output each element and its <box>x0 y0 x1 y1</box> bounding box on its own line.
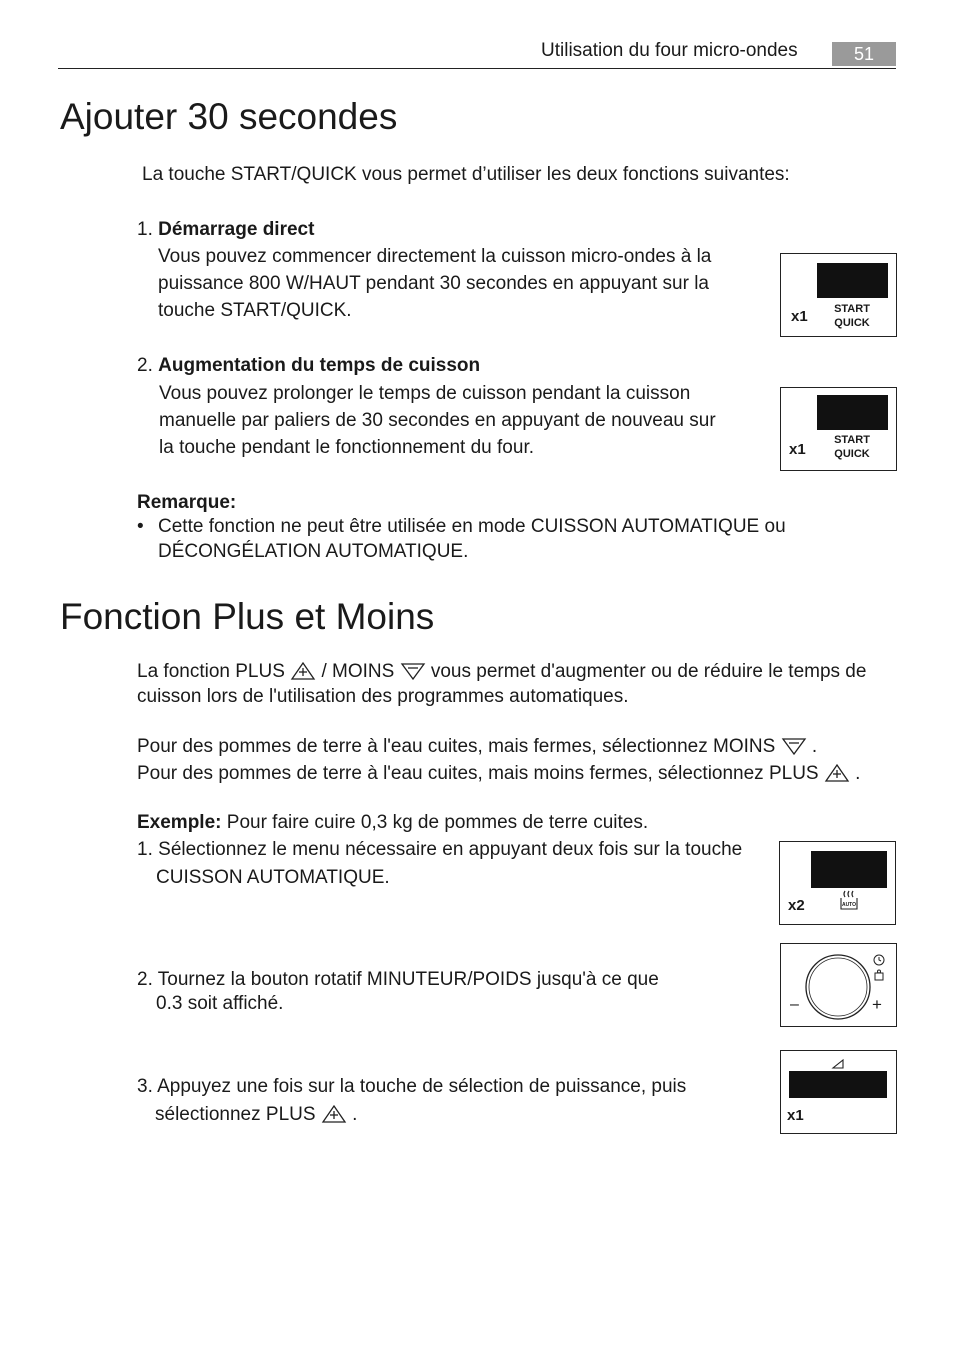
text-fragment: . <box>352 1104 358 1125</box>
clock-icon <box>872 953 886 967</box>
step-line: CUISSON AUTOMATIQUE. <box>156 867 390 888</box>
weight-icon <box>872 968 886 982</box>
minus-triangle-icon <box>781 736 807 756</box>
step-text: sélectionnez PLUS <box>155 1104 316 1125</box>
text-fragment: Pour des pommes de terre à l'eau cuites, mais fermes, sélectionnez MOINS <box>137 736 776 757</box>
text-fragment: Pour des pommes de terre à l'eau cuites, mais moins fermes, sélectionnez PLUS <box>137 763 819 784</box>
item1-number: 1. <box>137 219 153 240</box>
item1-line: Vous pouvez commencer directement la cuisson micro-ondes à la <box>158 246 712 267</box>
start-quick-panel-2 <box>780 387 897 471</box>
start-quick-panel-1 <box>780 253 897 337</box>
quick-label: QUICK <box>834 448 870 460</box>
auto-label: AUTO <box>841 902 857 908</box>
item1-heading: Démarrage direct <box>158 219 315 240</box>
remark-line: DÉCONGÉLATION AUTOMATIQUE. <box>158 541 469 562</box>
auto-cook-button[interactable] <box>838 889 860 913</box>
item2-line: Vous pouvez prolonger le temps de cuisson pendant la cuisson <box>159 383 691 404</box>
page-number: 51 <box>832 42 896 66</box>
plus-triangle-icon <box>321 1104 347 1124</box>
plus-triangle-icon <box>824 763 850 783</box>
press-count: x1 <box>791 308 808 325</box>
quick-label: QUICK <box>834 317 870 329</box>
item2-number: 2. <box>137 355 153 376</box>
step-line <box>137 1101 686 1129</box>
timer-weight-dial-panel <box>780 943 897 1027</box>
step-text: Sélectionnez le menu nécessaire en appuyant deux fois sur la touche <box>158 839 743 860</box>
text-fragment: / MOINS <box>321 661 395 682</box>
step-line <box>137 1073 686 1101</box>
step-number: 3. <box>137 1076 153 1097</box>
header-rule <box>58 68 896 69</box>
remark-bullet: • <box>137 516 144 537</box>
auto-cook-panel <box>779 841 896 925</box>
start-quick-button[interactable] <box>827 302 877 330</box>
step-number: 2. <box>137 969 153 990</box>
display-screen <box>817 263 888 298</box>
plus-label: + <box>872 995 882 1014</box>
start-label: START <box>834 303 870 315</box>
item1-heading-row <box>137 216 314 243</box>
paragraph-line-1 <box>137 659 866 684</box>
press-count: x2 <box>788 897 805 914</box>
item2-heading-row <box>137 352 480 379</box>
item2-line: manuelle par paliers de 30 secondes en appuyant de nouveau sur <box>159 410 716 431</box>
text-fragment: . <box>811 736 818 757</box>
section-title-plus-minus: Fonction Plus et Moins <box>60 596 435 637</box>
display-screen <box>817 395 888 430</box>
example-text: Pour faire cuire 0,3 kg de pommes de terre cuites. <box>226 812 649 833</box>
step-number: 1. <box>137 839 153 860</box>
text-fragment: . <box>855 763 861 784</box>
item1-body <box>158 243 711 324</box>
running-header: Utilisation du four micro-ondes <box>541 40 798 61</box>
minus-triangle-icon <box>400 661 426 681</box>
display-screen <box>811 851 887 888</box>
timer-weight-dial[interactable] <box>803 952 873 1022</box>
intro-text: La touche START/QUICK vous permet d’utiliser les deux fonctions suivantes: <box>142 164 790 185</box>
start-quick-button[interactable] <box>827 433 877 461</box>
display-screen <box>789 1071 887 1098</box>
firmness-paragraph <box>137 733 860 787</box>
plus-minus-paragraph <box>137 659 866 709</box>
item2-body <box>159 380 716 461</box>
step-line <box>137 968 659 992</box>
power-panel <box>780 1050 897 1134</box>
minus-label: – <box>790 996 799 1013</box>
start-label: START <box>834 434 870 446</box>
press-count: x1 <box>789 441 806 458</box>
power-icon[interactable] <box>831 1058 845 1070</box>
example-line <box>137 809 648 836</box>
steam-auto-icon <box>838 889 860 913</box>
step-1 <box>137 836 742 892</box>
step-2 <box>137 968 659 1016</box>
step-text: Tournez la bouton rotatif MINUTEUR/POIDS jusqu'à ce que <box>157 969 659 990</box>
paragraph-line-2: cuisson lors de l'utilisation des programmes automatiques. <box>137 686 629 707</box>
step-text: Appuyez une fois sur la touche de sélection de puissance, puis <box>157 1076 687 1097</box>
remark-line: Cette fonction ne peut être utilisée en mode CUISSON AUTOMATIQUE ou <box>158 516 786 537</box>
step-3 <box>137 1073 686 1129</box>
item2-line: la touche pendant le fonctionnement du four. <box>159 437 534 458</box>
step-line: 0.3 soit affiché. <box>156 993 284 1014</box>
minus-line <box>137 733 860 760</box>
plus-triangle-icon <box>290 661 316 681</box>
text-fragment: La fonction PLUS <box>137 661 285 682</box>
plus-line <box>137 760 860 787</box>
step-line <box>137 836 742 864</box>
item1-line: touche START/QUICK. <box>158 300 352 321</box>
remark-label: Remarque: <box>137 492 237 513</box>
section-title-add-30-seconds: Ajouter 30 secondes <box>60 96 398 137</box>
item1-line: puissance 800 W/HAUT pendant 30 secondes en appuyant sur la <box>158 273 709 294</box>
text-fragment: vous permet d'augmenter ou de réduire le temps de <box>430 661 867 682</box>
press-count: x1 <box>787 1107 804 1124</box>
item2-heading: Augmentation du temps de cuisson <box>158 355 481 376</box>
remark-text <box>158 514 786 564</box>
example-label: Exemple: <box>137 812 222 833</box>
